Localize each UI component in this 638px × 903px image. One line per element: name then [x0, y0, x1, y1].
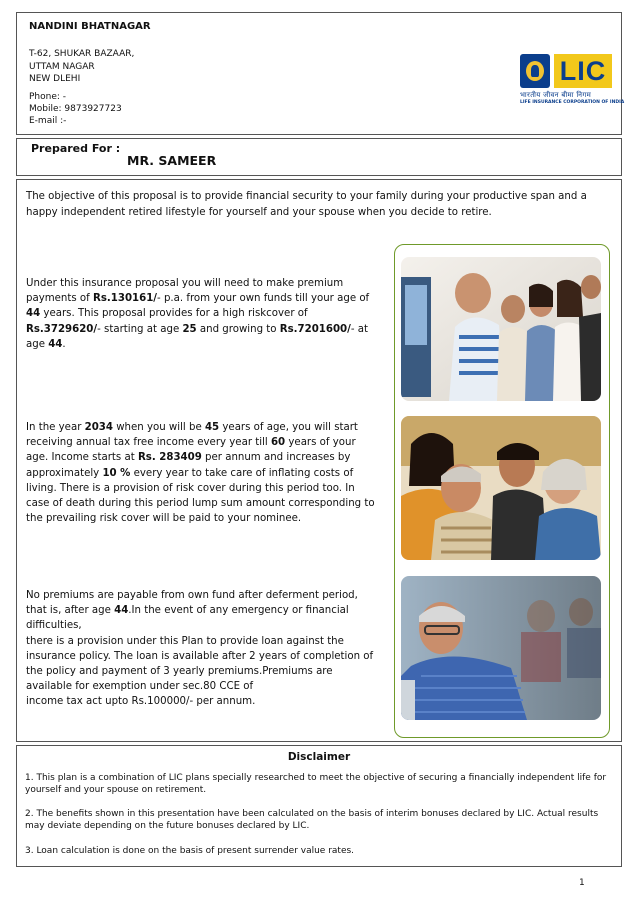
- income-till-age: 60: [270, 437, 286, 449]
- disclaimer-section: [16, 745, 622, 867]
- deferment-age: 44: [114, 605, 129, 617]
- income-start-age: 45: [204, 422, 220, 433]
- page-number: 1: [579, 878, 585, 888]
- logo-subtitle: LIFE INSURANCE CORPORATION OF INDIA: [520, 100, 625, 105]
- premium-paragraph: Under this insurance proposal you will need to make premium payments of Rs.130161/- p.a. from your own funds till your age of 44 years. This proposal provides for a high riskcover of Rs.3729620/- starting at age 25 and growing to Rs.7201600/- at age 44.: [26, 278, 370, 350]
- income-paragraph: In the year 2034 when you will be 45 years of age, you will start receiving annual tax free income every year till 60 years of your age. Income starts at Rs. 283409 per annum and increases by approximately 10 % every year to take care of inflating costs of living. There is a provision of risk cover during this period too. In case of death during this period lump sum amount corresponding to the prevailing risk cover will be paid to your nominee.: [26, 422, 375, 525]
- income-start-year: 2034: [84, 422, 113, 433]
- premium-amount: Rs.130161/: [93, 293, 158, 305]
- agent-address: [29, 48, 134, 86]
- premium-till-age: 44: [26, 308, 41, 320]
- client-name: MR. SAMEER: [127, 153, 217, 168]
- disclaimer-item: 2. The benefits shown in this presentation have been calculated on the basis of interim bonuses declared by LIC. Actual results may deviate depending on the future bonuses declared by LIC.: [25, 809, 599, 831]
- logo-hindi-text: भारतीय जीवन बीमा निगम: [520, 91, 592, 99]
- lic-logo: [520, 54, 625, 106]
- loan-paragraph: No premiums are payable from own fund after deferment period, that is, after age 44.In the event of any emergency or financial difficulties, there is a provision under this Plan to provide loan against the insurance policy. The loan is available after 2 years of completion of the policy and payment of 3 yearly premiums.Premiums are available for exemption under sec.80 CCE of income tax act upto Rs.100000/- per annum.: [26, 590, 374, 708]
- address-line: NEW DLEHI: [29, 74, 81, 84]
- agent-contact: [29, 91, 122, 127]
- income-amount: Rs. 283409: [137, 452, 202, 464]
- disclaimer-title: Disclaimer: [287, 751, 351, 763]
- income-increase: 10 %: [102, 467, 131, 479]
- prepared-for-section: [16, 138, 622, 176]
- agent-mobile: Mobile: 9873927723: [29, 104, 122, 114]
- final-age: 44: [48, 338, 63, 350]
- proposal-content: [16, 179, 622, 742]
- start-age: 25: [182, 323, 197, 335]
- senior-laptop-photo: [401, 576, 601, 720]
- lamp-emblem-icon: [520, 54, 550, 88]
- logo-text: LIC: [554, 54, 612, 88]
- prepared-for-label: Prepared For :: [31, 142, 121, 155]
- final-cover-amount: Rs.7201600/: [279, 323, 351, 335]
- happy-family-photo: [401, 416, 601, 560]
- family-office-photo: [401, 257, 601, 401]
- agent-header: [16, 12, 625, 135]
- disclaimer-item: 1. This plan is a combination of LIC plans specially researched to meet the objective of securing a financially independent life for yourself and your spouse on retirement.: [25, 773, 607, 795]
- disclaimer-item: 3. Loan calculation is done on the basis of present surrender value rates.: [25, 846, 355, 856]
- agent-phone: Phone: -: [29, 92, 67, 102]
- objective-text: The objective of this proposal is to provide financial security to your family during your productive span and a happy independent retired lifestyle for yourself and your spouse when you decide to retire.: [26, 191, 587, 218]
- agent-name: NANDINI BHATNAGAR: [29, 21, 151, 32]
- address-line: UTTAM NAGAR: [29, 61, 95, 72]
- agent-email: E-mail :-: [29, 116, 67, 126]
- risk-cover-amount: Rs.3729620/: [26, 323, 98, 335]
- address-line: T-62, SHUKAR BAZAAR,: [29, 49, 135, 59]
